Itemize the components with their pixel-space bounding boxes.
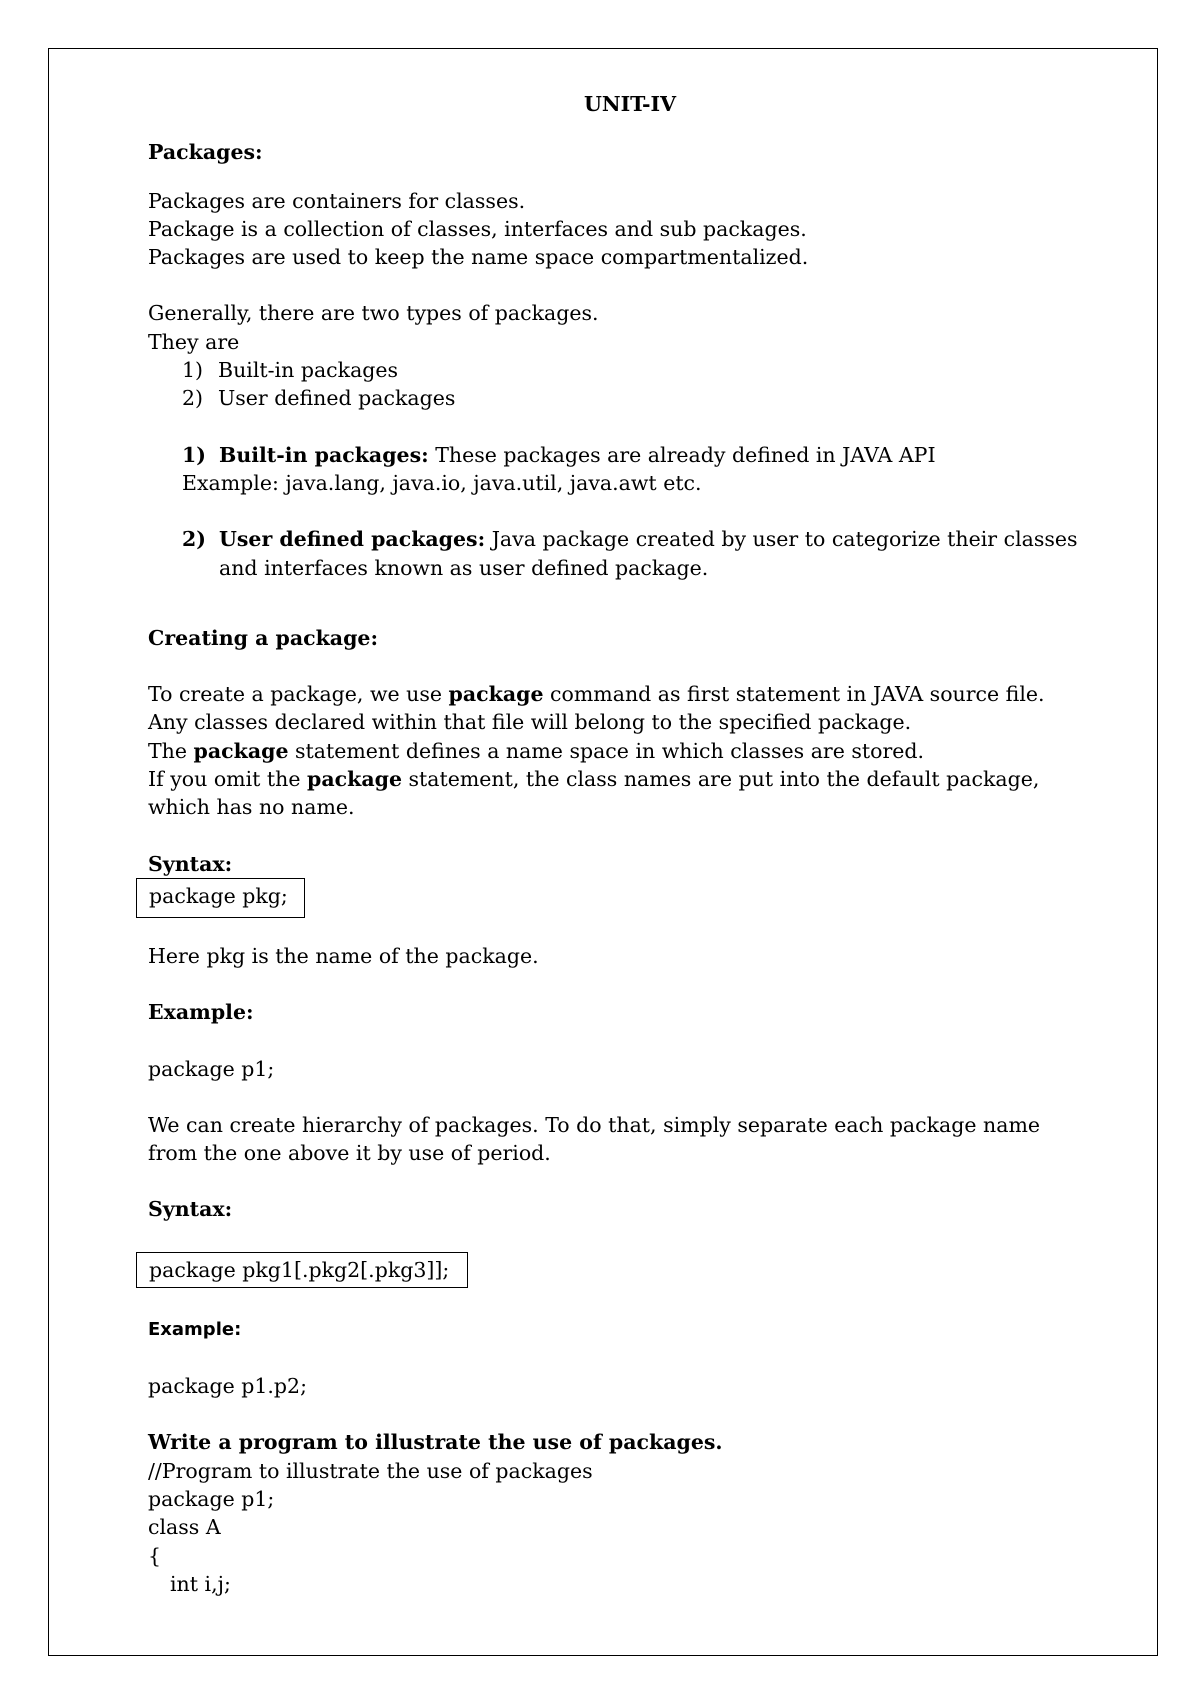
unit-title: UNIT-IV bbox=[583, 92, 677, 116]
example-heading: Example: bbox=[148, 1318, 242, 1340]
creating-line-4: If you omit the package statement, the class names are put into the default package, which has no name. bbox=[148, 767, 1040, 820]
syntax-box: package pkg1[.pkg2[.pkg3]]; bbox=[136, 1252, 468, 1288]
program-heading: Write a program to illustrate the use of packages. bbox=[148, 1430, 723, 1455]
package-keyword: package bbox=[193, 738, 289, 763]
userdefined-label: User defined packages: bbox=[219, 527, 486, 552]
syntax-heading: Syntax: bbox=[148, 1197, 233, 1222]
list-item bbox=[148, 356, 1088, 384]
list-number: 1) bbox=[182, 442, 206, 467]
types-line-1: Generally, there are two types of packages. bbox=[148, 301, 599, 326]
list-text: Built-in packages bbox=[218, 358, 399, 383]
code-line: class A bbox=[148, 1515, 221, 1540]
example-code: package p1.p2; bbox=[148, 1374, 307, 1399]
package-keyword: package bbox=[307, 767, 402, 792]
builtin-example: Example: java.lang, java.io, java.util, java.awt etc. bbox=[182, 470, 702, 495]
package-keyword: package bbox=[448, 682, 544, 707]
creating-heading: Creating a package: bbox=[148, 625, 379, 650]
list-number: 2) bbox=[182, 386, 204, 411]
builtin-text: These packages are already defined in JAVA API bbox=[428, 442, 936, 467]
intro-line-2: Package is a collection of classes, interfaces and sub packages. bbox=[148, 216, 807, 241]
packages-heading: Packages: bbox=[148, 140, 263, 165]
userdefined-definition bbox=[148, 525, 1088, 582]
code-line: { bbox=[148, 1543, 162, 1568]
code-line: package p1; bbox=[148, 1486, 275, 1511]
builtin-label: Built-in packages: bbox=[219, 442, 429, 467]
example-heading: Example: bbox=[148, 1000, 254, 1025]
list-item bbox=[148, 384, 1088, 412]
list-number: 2) bbox=[182, 527, 206, 552]
syntax-heading: Syntax: bbox=[148, 851, 233, 876]
code-line: //Program to illustrate the use of packages bbox=[148, 1458, 593, 1483]
example-code: package p1; bbox=[148, 1056, 275, 1081]
syntax-box: package pkg; bbox=[136, 878, 305, 918]
intro-line-3: Packages are used to keep the name space compartmentalized. bbox=[148, 245, 809, 270]
intro-line-1: Packages are containers for classes. bbox=[148, 188, 526, 213]
types-line-2: They are bbox=[148, 329, 240, 354]
code-line: int i,j; bbox=[170, 1571, 231, 1596]
builtin-definition bbox=[148, 441, 1088, 469]
userdefined-text: Java package created by user to categorize their classes and interfaces known as user defined package. bbox=[219, 527, 1078, 580]
creating-line-3: The package statement defines a name space in which classes are stored. bbox=[148, 738, 925, 763]
list-number: 1) bbox=[182, 358, 204, 383]
document-body bbox=[148, 90, 1088, 1598]
syntax-note: Here pkg is the name of the package. bbox=[148, 943, 539, 968]
creating-line-2: Any classes declared within that file will belong to the specified package. bbox=[148, 710, 912, 735]
creating-line-1: To create a package, we use package command as first statement in JAVA source file. bbox=[148, 682, 1045, 707]
hierarchy-text: We can create hierarchy of packages. To do that, simply separate each package name from the one above it by use of period. bbox=[148, 1112, 1041, 1166]
list-text: User defined packages bbox=[218, 386, 456, 411]
